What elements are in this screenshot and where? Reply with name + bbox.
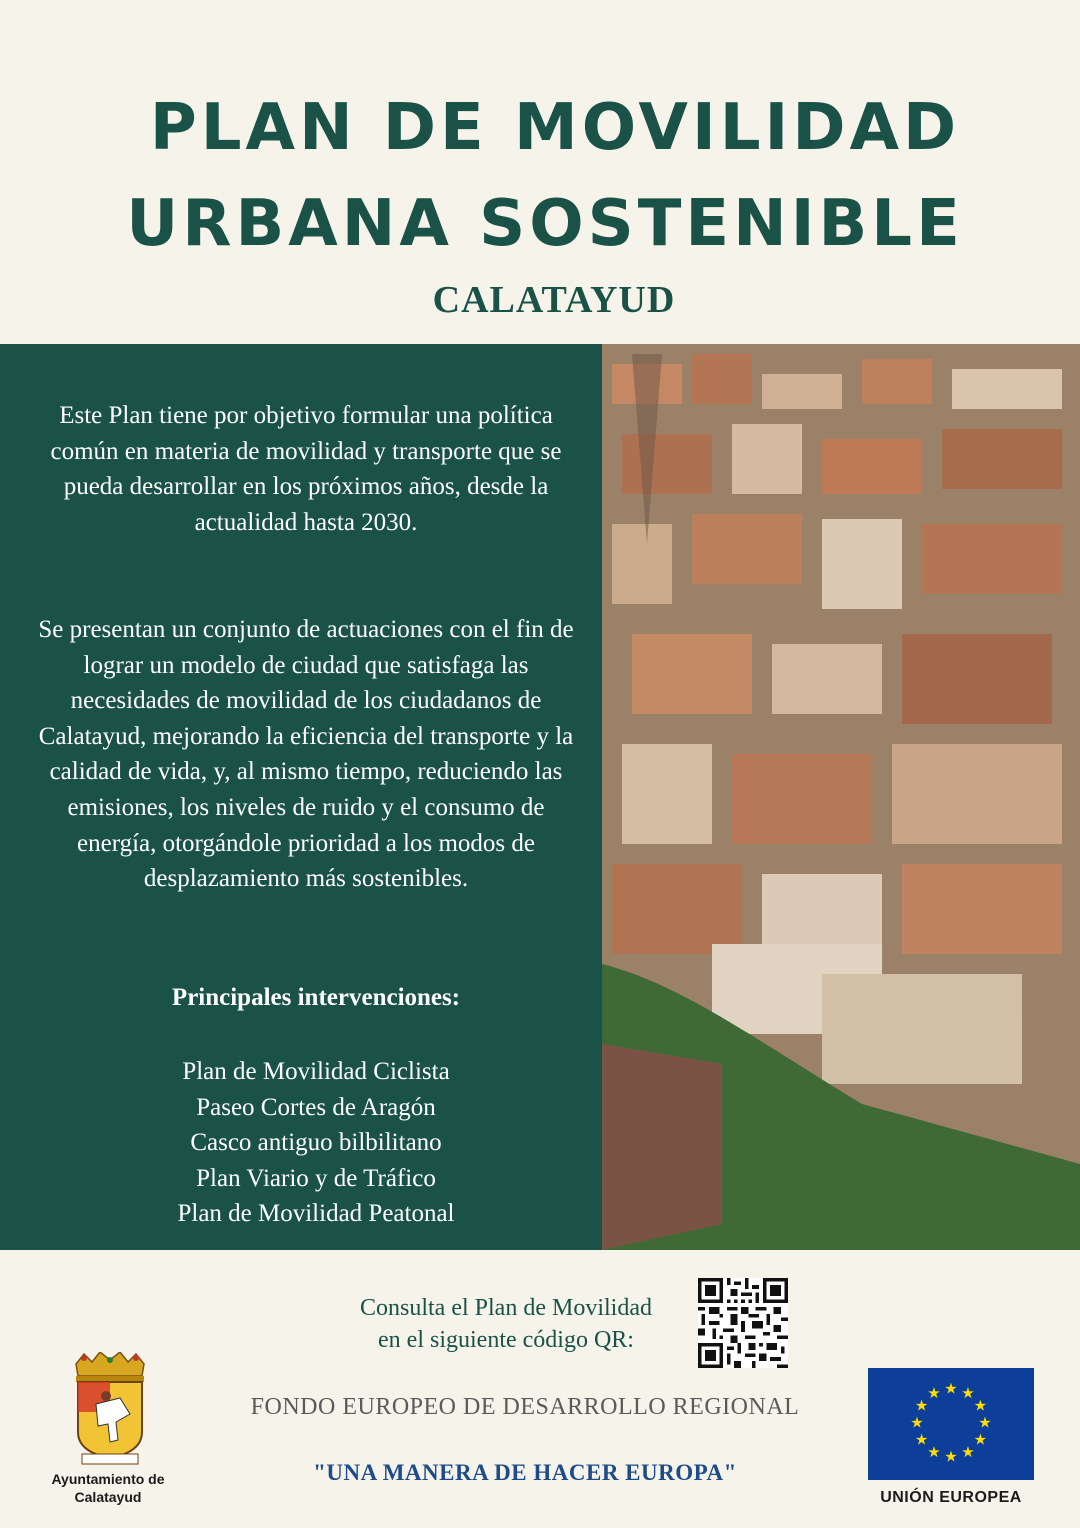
- ayuntamiento-line2: Calatayud: [74, 1489, 142, 1505]
- qr-instructions-line2: en el siguiente código QR:: [378, 1327, 634, 1353]
- aerial-city-photo: [602, 344, 1080, 1250]
- title-line-1: PLAN DE MOVILIDAD: [149, 91, 961, 165]
- svg-text:★: ★: [973, 1396, 988, 1415]
- ayuntamiento-label: [30, 1470, 186, 1506]
- svg-text:★: ★: [914, 1430, 929, 1449]
- svg-text:★: ★: [927, 1384, 941, 1403]
- svg-text:★: ★: [973, 1430, 988, 1449]
- intervention-item: Casco antiguo bilbilitano: [190, 1129, 442, 1157]
- svg-text:★: ★: [961, 1442, 975, 1461]
- eu-label: UNIÓN EUROPEA: [880, 1489, 1022, 1506]
- svg-text:★: ★: [914, 1396, 929, 1415]
- actions-paragraph: Se presentan un conjunto de actuaciones con el fin de lograr un modelo de ciudad que satisfaga las necesidades de movilidad de los ciudadanos de Calatayud, mejorando la eficiencia del transporte y la calidad de vida, y, al mismo tiempo, reduciendo las emisiones, los niveles de ruido y el consumo de energía, otorgándole prioridad a los modos de desplazamiento más sostenibles.: [38, 616, 574, 893]
- eu-flag-icon: [868, 1368, 1034, 1480]
- qr-instructions-line1: Consulta el Plan de Movilidad: [360, 1295, 652, 1321]
- coat-of-arms-icon: [62, 1352, 158, 1470]
- objective-paragraph: Este Plan tiene por objetivo formular una política común en materia de movilidad y transporte que se pueda desarrollar en los próximos años, desde la actualidad hasta 2030.: [50, 402, 562, 536]
- svg-text:★: ★: [910, 1413, 924, 1432]
- intervention-item: Paseo Cortes de Aragón: [196, 1093, 436, 1121]
- description-panel: [0, 344, 602, 1250]
- svg-text:★: ★: [961, 1384, 975, 1403]
- svg-text:★: ★: [978, 1413, 992, 1432]
- eu-motto: "UNA MANERA DE HACER EUROPA": [313, 1460, 737, 1485]
- ayuntamiento-line1: Ayuntamiento de: [51, 1471, 165, 1487]
- city-subtitle: CALATAYUD: [432, 279, 676, 321]
- intervention-item: Plan Viario y de Tráfico: [196, 1164, 436, 1192]
- interventions-list: [0, 1054, 632, 1232]
- fund-name: FONDO EUROPEO DE DESARROLLO REGIONAL: [250, 1394, 800, 1420]
- intervention-item: Plan de Movilidad Peatonal: [177, 1200, 455, 1228]
- svg-text:★: ★: [927, 1442, 941, 1461]
- title-line-2: URBANA SOSTENIBLE: [126, 187, 964, 261]
- svg-text:★: ★: [944, 1447, 958, 1466]
- intervention-item: Plan de Movilidad Ciclista: [182, 1058, 450, 1085]
- interventions-heading: Principales intervenciones:: [171, 984, 461, 1011]
- qr-instructions: [340, 1292, 672, 1356]
- svg-text:★: ★: [944, 1379, 958, 1398]
- qr-code-icon[interactable]: [698, 1278, 788, 1368]
